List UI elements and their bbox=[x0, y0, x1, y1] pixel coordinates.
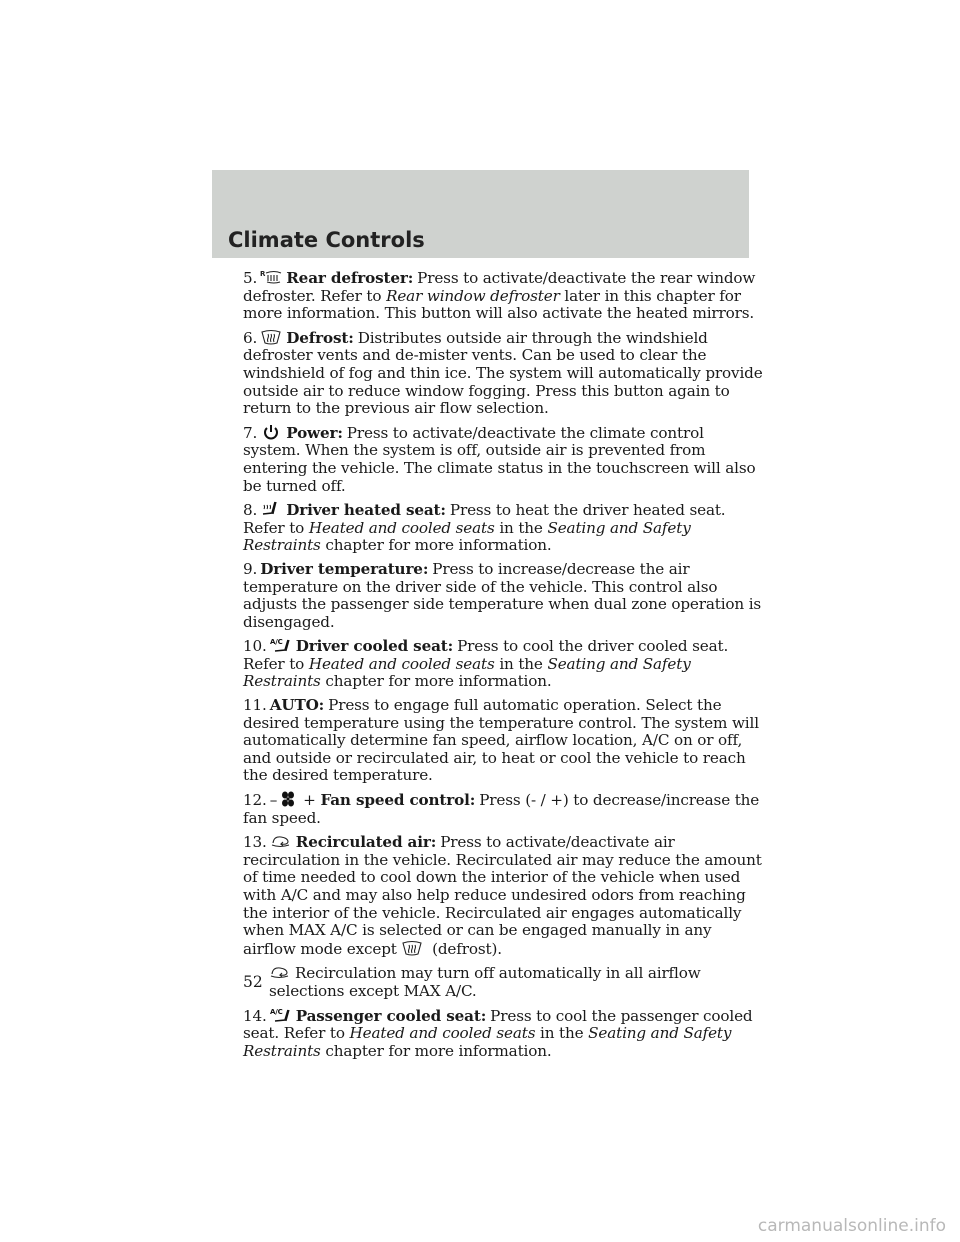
item-fan-speed: 12. – + Fan speed control: Press (- / +) to decrease/increase the fan speed. bbox=[243, 791, 760, 827]
cross-reference: Heated and cooled seats bbox=[349, 1024, 536, 1043]
cross-reference: Heated and cooled seats bbox=[308, 654, 495, 673]
cooled-seat-icon bbox=[270, 637, 292, 653]
manual-content bbox=[243, 269, 763, 1066]
cross-reference: Seating and Safety Restraints bbox=[243, 518, 691, 555]
cross-reference: Seating and Safety Restraints bbox=[243, 654, 691, 691]
rear-defroster-icon bbox=[260, 269, 282, 285]
item-defrost: 6. Defrost: Distributes outside air through the windshield defroster vents and de-mister vents. Can be used to clear the windshield of fog and thin ice. The system will automatically provide outside air to reduce window fogging. Press this button again to return to the previous air flow selection. bbox=[243, 328, 763, 418]
defrost-icon bbox=[260, 329, 282, 345]
svg-text:R: R bbox=[260, 270, 266, 278]
item-label: Power: bbox=[286, 423, 343, 442]
fan-icon bbox=[277, 791, 299, 807]
cooled-seat-icon bbox=[270, 1007, 292, 1023]
item-label: Recirculated air: bbox=[295, 833, 437, 852]
item-auto: 11. AUTO: Press to engage full automatic operation. Select the desired temperature using the temperature control. The system will automatically determine fan speed, airflow location, A/C on or off, and outside or recirculated air, to heat or cool the vehicle to reach the desired temperature. bbox=[243, 696, 759, 785]
item-label: Driver temperature: bbox=[260, 559, 429, 578]
power-icon bbox=[260, 424, 282, 440]
item-label: Passenger cooled seat: bbox=[295, 1006, 487, 1025]
page-number: 52 bbox=[243, 973, 263, 991]
defrost-icon bbox=[401, 940, 423, 956]
item-power: 7. Power: Press to activate/deactivate the climate control system. When the system is off, outside air is prevented from entering the vehicle. The climate status in the touchscreen will also be turned off. bbox=[243, 423, 756, 495]
item-driver-cooled-seat: 10. A/C Driver cooled seat: Press to cool the driver cooled seat. Refer to Heated and cooled seats in the Seating and Safety Restraints chapter for more information. bbox=[243, 637, 729, 691]
chapter-header-band bbox=[212, 170, 749, 258]
minus-sign: – bbox=[269, 791, 278, 810]
item-driver-heated-seat: 8. Driver heated seat: Press to heat the driver heated seat. Refer to Heated and cooled seats in the Seating and Safety Restraints chapter for more information. bbox=[243, 501, 726, 555]
cross-reference: Heated and cooled seats bbox=[308, 518, 495, 537]
svg-text:A/C: A/C bbox=[269, 1007, 283, 1016]
heated-seat-icon bbox=[260, 501, 282, 517]
item-passenger-cooled-seat: 14. A/C Passenger cooled seat: Press to cool the passenger cooled seat. Refer to Heated and cooled seats in the Seating and Safety Restraints chapter for more information. bbox=[243, 1006, 753, 1060]
recirculation-icon bbox=[269, 964, 291, 980]
item-recirculated-air: 13. Recirculated air: Press to activate/deactivate air recirculation in the vehicle. Recirculated air may reduce the amount of time needed to cool down the interior of the vehicle when used with A/C and may also help reduce undesired odors from reaching the interior of the vehicle. Recirculated air engages automatically when MAX A/C is selected or can be engaged manually in any airflow mode except (defrost). bbox=[243, 833, 762, 958]
item-label: Rear defroster: bbox=[286, 269, 414, 287]
item-label: Driver cooled seat: bbox=[295, 637, 454, 656]
item-rear-defroster: 5. R Rear defroster: Press to activate/deactivate the rear window defroster. Refer to Rear window defroster later in this chapter for more information. This button will also activate the heated mirrors. bbox=[243, 269, 756, 323]
plus-sign: + bbox=[303, 791, 316, 810]
cross-reference: Seating and Safety Restraints bbox=[243, 1024, 732, 1060]
cross-reference: Rear window defroster bbox=[386, 286, 560, 305]
chapter-title: Climate Controls bbox=[228, 228, 425, 252]
item-label: Driver heated seat: bbox=[286, 501, 446, 520]
recirculation-icon bbox=[270, 833, 292, 849]
item-label: Fan speed control: bbox=[320, 791, 476, 810]
item-label: AUTO: bbox=[269, 696, 325, 715]
watermark[interactable]: carmanualsonline.info bbox=[757, 1216, 946, 1236]
item-driver-temperature: 9. Driver temperature: Press to increase/decrease the air temperature on the driver side of the vehicle. This control also adjusts the passenger side temperature when dual zone operation is disengaged. bbox=[243, 559, 762, 631]
svg-text:A/C: A/C bbox=[269, 638, 283, 647]
recirculation-note: Recirculation may turn off automatically in all airflow selections except MAX A/C. bbox=[269, 964, 701, 1000]
item-label: Defrost: bbox=[286, 328, 354, 347]
